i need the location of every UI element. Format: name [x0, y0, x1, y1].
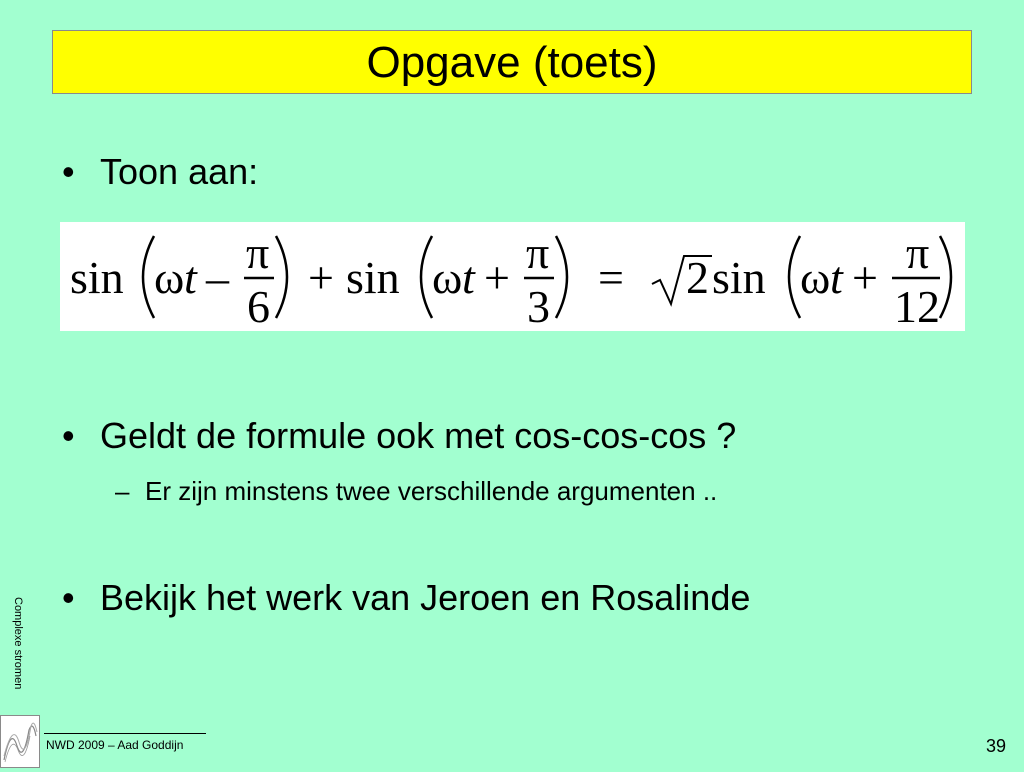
formula-t-1: t [184, 252, 197, 303]
bullet-2-text: Geldt de formule ook met cos-cos-cos ? [100, 415, 737, 456]
sub-bullet-dash: – [115, 476, 130, 506]
formula-den-3: 12 [894, 281, 940, 331]
formula-paren-close-2 [556, 236, 567, 318]
formula-pi-1: π [246, 227, 270, 278]
formula-plus-2: + [484, 252, 510, 303]
formula-paren-open-1 [143, 236, 154, 318]
footer-text: NWD 2009 – Aad Goddijn [46, 738, 184, 752]
bullet-3-text: Bekijk het werk van Jeroen en Rosalinde [100, 577, 751, 618]
formula-omega-1: ω [154, 252, 185, 303]
bullet-1 [62, 151, 259, 192]
formula-svg [60, 222, 965, 331]
bullet-dot: • [62, 577, 75, 618]
formula-omega-3: ω [800, 252, 831, 303]
formula-omega-2: ω [432, 252, 463, 303]
formula-paren-open-3 [789, 236, 800, 318]
sub-bullet-1 [115, 478, 717, 504]
formula-sqrt-arg: 2 [686, 252, 709, 303]
formula-sin-3: sin [712, 252, 766, 303]
formula-box [60, 222, 965, 331]
formula-pi-3: π [906, 227, 930, 278]
slide-title: Opgave (toets) [366, 38, 658, 87]
formula-equals: = [598, 252, 624, 303]
side-label [8, 597, 26, 715]
formula-plus-3: + [852, 252, 878, 303]
sub-bullet-1-text: Er zijn minstens twee verschillende argumenten .. [145, 476, 718, 506]
title-box [52, 30, 972, 94]
bullet-dot: • [62, 151, 75, 192]
formula-sin-1: sin [70, 252, 124, 303]
footer-divider [44, 733, 206, 734]
formula-paren-open-2 [421, 236, 432, 318]
formula-den-2: 3 [527, 281, 550, 331]
bullet-2 [62, 415, 737, 456]
formula-den-1: 6 [247, 281, 270, 331]
formula-t-3: t [830, 252, 843, 303]
formula-plus-1: + [308, 252, 334, 303]
formula-paren-close-1 [276, 236, 287, 318]
formula-t-2: t [462, 252, 475, 303]
bullet-3 [62, 577, 751, 618]
formula-paren-close-3 [940, 236, 951, 318]
bullet-dot: • [62, 415, 75, 456]
bullet-1-text: Toon aan: [100, 151, 259, 192]
formula-pi-2: π [526, 227, 550, 278]
side-label-text: Complexe stromen [12, 597, 24, 690]
formula-sin-2: sin [346, 252, 400, 303]
page-number: 39 [985, 736, 1006, 756]
formula-minus: – [206, 252, 229, 303]
logo-graph-icon [1, 716, 39, 767]
logo [0, 715, 40, 768]
